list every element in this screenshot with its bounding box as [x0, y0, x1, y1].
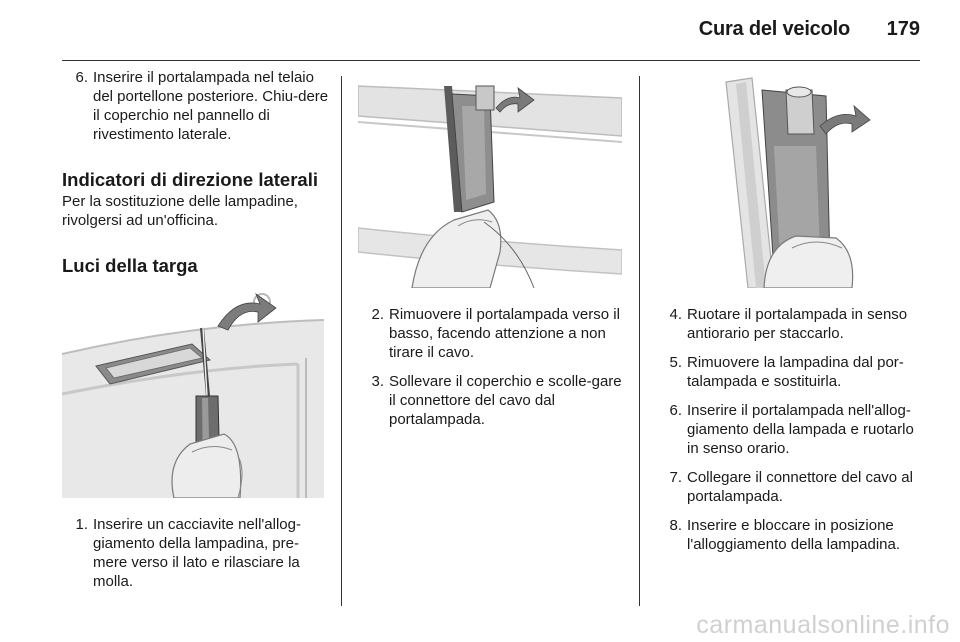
section-paragraph-side-indicators: Per la sostituzione delle lampadine, rivolgersi ad un'officina.	[62, 193, 298, 229]
step-7	[656, 468, 926, 506]
step-text: Collegare il connettore del cavo al portalampada.	[687, 469, 913, 505]
step-text: Inserire il portalampada nell'allog-giamento della lampada e ruotarlo in senso orario.	[687, 402, 914, 457]
step-8	[656, 516, 926, 554]
step-number: 6.	[75, 69, 88, 86]
figure-lamp-holder-rotation	[656, 76, 920, 288]
step-text: Ruotare il portalampada in senso antiorario per staccarlo.	[687, 306, 908, 342]
watermark: carmanualsonline.info	[696, 611, 950, 639]
column-divider-2	[639, 76, 640, 606]
step-number: 8.	[669, 517, 682, 534]
step-6-continued	[62, 68, 330, 144]
step-number: 7.	[669, 469, 682, 486]
column-1-step-1	[62, 515, 330, 601]
header-rule	[62, 60, 920, 61]
section-title-side-indicators: Indicatori di direzione laterali	[62, 169, 318, 190]
step-1	[62, 515, 330, 591]
step-number: 3.	[371, 373, 384, 390]
step-number: 6.	[669, 402, 682, 419]
step-text: Inserire un cacciavite nell'allog-giamento della lampadina, pre-mere verso il lato e rilasciare la molla.	[93, 516, 301, 590]
step-text: Inserire il portalampada nel telaio del portellone posteriore. Chiu-dere il coperchio nel pannello di rivestimento laterale.	[93, 69, 329, 143]
step-number: 4.	[669, 306, 682, 323]
column-2-steps	[358, 305, 628, 439]
step-4	[656, 305, 926, 343]
page-number: 179	[886, 18, 920, 40]
step-3	[358, 372, 628, 429]
column-3-steps	[656, 305, 926, 564]
step-text: Rimuovere il portalampada verso il basso, facendo attenzione a non tirare il cavo.	[389, 306, 620, 361]
step-2	[358, 305, 628, 362]
header-title: Cura del veicolo	[698, 18, 850, 40]
step-number: 2.	[371, 306, 384, 323]
column-divider-1	[341, 76, 342, 606]
step-text: Sollevare il coperchio e scolle-gare il connettore del cavo dal portalampada.	[389, 373, 622, 428]
step-text: Rimuovere la lampadina dal por-talampada e sostituirla.	[687, 354, 904, 390]
step-6	[656, 401, 926, 458]
step-number: 5.	[669, 354, 682, 371]
section-title-license-lights: Luci della targa	[62, 255, 198, 276]
step-number: 1.	[75, 516, 88, 533]
figure-lamp-holder-removal	[358, 76, 622, 288]
column-1-text	[62, 68, 330, 278]
figure-license-light-screwdriver	[62, 284, 324, 498]
step-5	[656, 353, 926, 391]
step-text: Inserire e bloccare in posizione l'alloggiamento della lampadina.	[687, 517, 901, 553]
